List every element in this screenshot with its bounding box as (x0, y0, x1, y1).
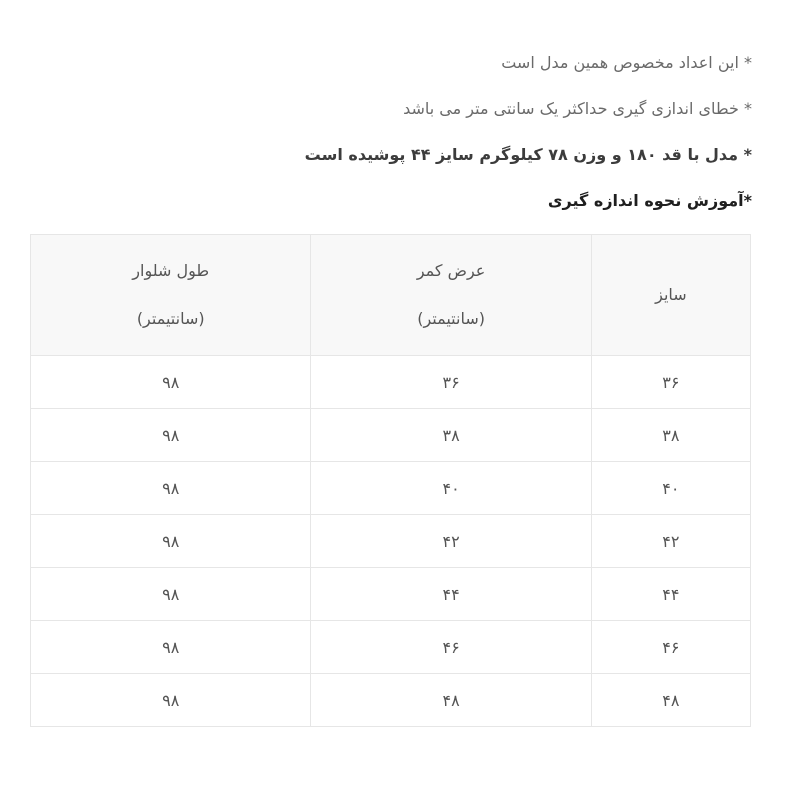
table-row (31, 356, 751, 409)
cell-waist: ۴۴ (311, 568, 591, 621)
cell-size: ۴۰ (591, 462, 750, 515)
header-waist (311, 235, 591, 356)
cell-waist: ۳۸ (311, 409, 591, 462)
table-row (31, 568, 751, 621)
cell-length: ۹۸ (31, 409, 311, 462)
size-notes (32, 44, 752, 228)
header-size-label: سایز (655, 285, 687, 304)
header-length-label: طول شلوار (132, 261, 210, 280)
table-row (31, 674, 751, 727)
header-length (31, 235, 311, 356)
size-chart-table (30, 234, 751, 727)
cell-size: ۴۲ (591, 515, 750, 568)
header-waist-unit: (سانتیمتر) (417, 309, 485, 328)
measurement-guide-link[interactable]: *آموزش نحوه اندازه گیری (547, 191, 752, 210)
cell-size: ۳۶ (591, 356, 750, 409)
cell-size: ۴۴ (591, 568, 750, 621)
cell-waist: ۴۰ (311, 462, 591, 515)
header-waist-label: عرض کمر (416, 261, 486, 280)
cell-size: ۴۸ (591, 674, 750, 727)
note-measurement-error: * خطای اندازی گیری حداکثر یک سانتی متر می باشد (403, 99, 752, 118)
table-header-row (31, 235, 751, 356)
header-size (591, 235, 750, 356)
cell-length: ۹۸ (31, 674, 311, 727)
table-row (31, 462, 751, 515)
cell-length: ۹۸ (31, 462, 311, 515)
cell-length: ۹۸ (31, 515, 311, 568)
cell-size: ۴۶ (591, 621, 750, 674)
cell-waist: ۳۶ (311, 356, 591, 409)
table-row (31, 515, 751, 568)
table-row (31, 409, 751, 462)
cell-waist: ۴۶ (311, 621, 591, 674)
cell-waist: ۴۲ (311, 515, 591, 568)
table-row (31, 621, 751, 674)
cell-size: ۳۸ (591, 409, 750, 462)
note-model-specific: * این اعداد مخصوص همین مدل است (501, 53, 752, 72)
cell-length: ۹۸ (31, 568, 311, 621)
note-model-info: * مدل با قد ۱۸۰ و وزن ۷۸ کیلوگرم سایز ۴۴ پوشیده است (304, 145, 752, 164)
cell-length: ۹۸ (31, 621, 311, 674)
cell-waist: ۴۸ (311, 674, 591, 727)
header-length-unit: (سانتیمتر) (136, 309, 205, 328)
cell-length: ۹۸ (31, 356, 311, 409)
